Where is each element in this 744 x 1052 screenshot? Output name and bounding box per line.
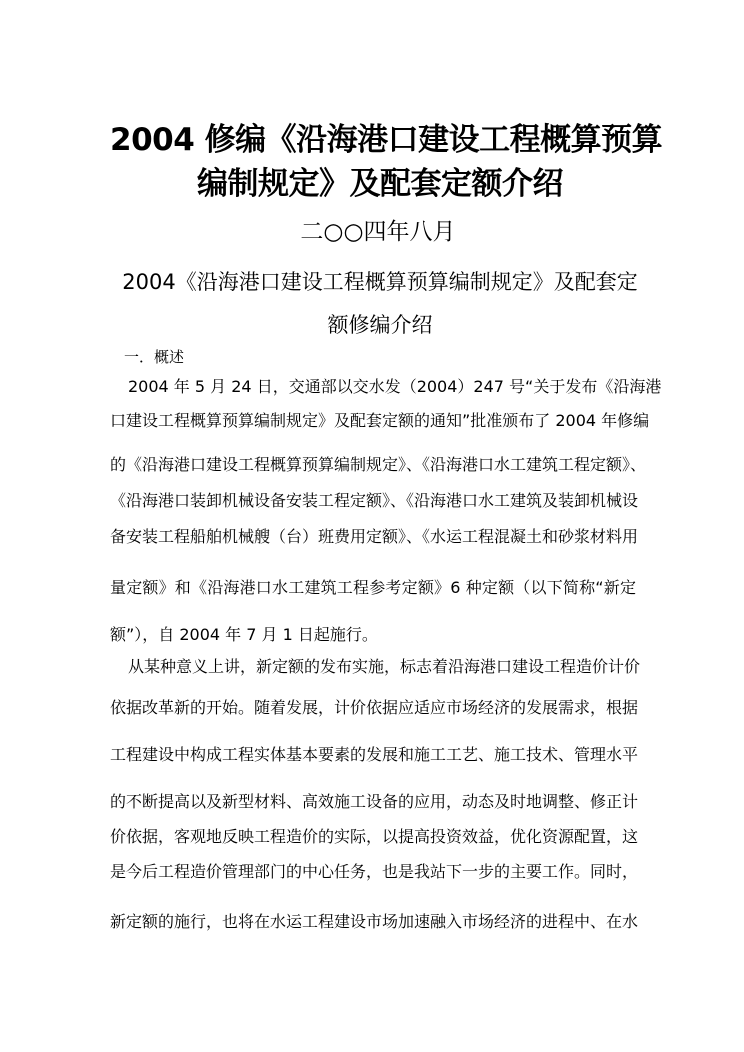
paragraph-2-line: 依据改革新的开始。随着发展，计价依据应适应市场经济的发展需求，根据	[110, 698, 639, 717]
paragraph-2-line: 新定额的施行，也将在水运工程建设市场加速融入市场经济的进程中、在水	[110, 912, 639, 931]
section-heading-overview: 一．概述	[124, 348, 185, 366]
document-subtitle-line-2: 额修编介绍	[327, 313, 433, 337]
paragraph-1-line: 口建设工程概算预算编制规定》及配套定额的通知”批准颁布了 2004 年修编	[110, 411, 650, 430]
paragraph-2-line: 的不断提高以及新型材料、高效施工设备的应用，动态及时地调整、修正计	[110, 792, 639, 811]
document-title-line-1: 2004 修编《沿海港口建设工程概算预算	[110, 122, 663, 158]
document-title-line-2: 编制规定》及配套定额介绍	[197, 166, 563, 202]
paragraph-1-line: 额”），自 2004 年 7 月 1 日起施行。	[110, 625, 378, 644]
paragraph-2-line: 是今后工程造价管理部门的中心任务，也是我站下一步的主要工作。同时，	[110, 862, 639, 881]
paragraph-1-line: 2004 年 5 月 24 日，交通部以交水发（2004）247 号“关于发布《沿海港	[128, 377, 662, 396]
paragraph-1-line: 量定额》和《沿海港口水工建筑工程参考定额》6 种定额（以下简称“新定	[110, 578, 636, 597]
document-subtitle-line-1: 2004《沿海港口建设工程概算预算编制规定》及配套定	[122, 270, 638, 294]
paragraph-2-line: 工程建设中构成工程实体基本要素的发展和施工工艺、施工技术、管理水平	[110, 745, 639, 764]
paragraph-2-line: 价依据，客观地反映工程造价的实际，以提高投资效益，优化资源配置，这	[110, 827, 639, 846]
document-date: 二○○四年八月	[300, 219, 456, 245]
paragraph-1-line: 的《沿海港口建设工程概算预算编制规定》、《沿海港口水工建筑工程定额》、	[110, 455, 647, 474]
paragraph-1-line: 《沿海港口装卸机械设备安装工程定额》、《沿海港口水工建筑及装卸机械设	[110, 491, 639, 510]
paragraph-1-line: 备安装工程船舶机械艘（台）班费用定额》、《水运工程混凝土和砂浆材料用	[110, 527, 639, 546]
paragraph-2-line: 从某种意义上讲，新定额的发布实施，标志着沿海港口建设工程造价计价	[128, 657, 641, 676]
